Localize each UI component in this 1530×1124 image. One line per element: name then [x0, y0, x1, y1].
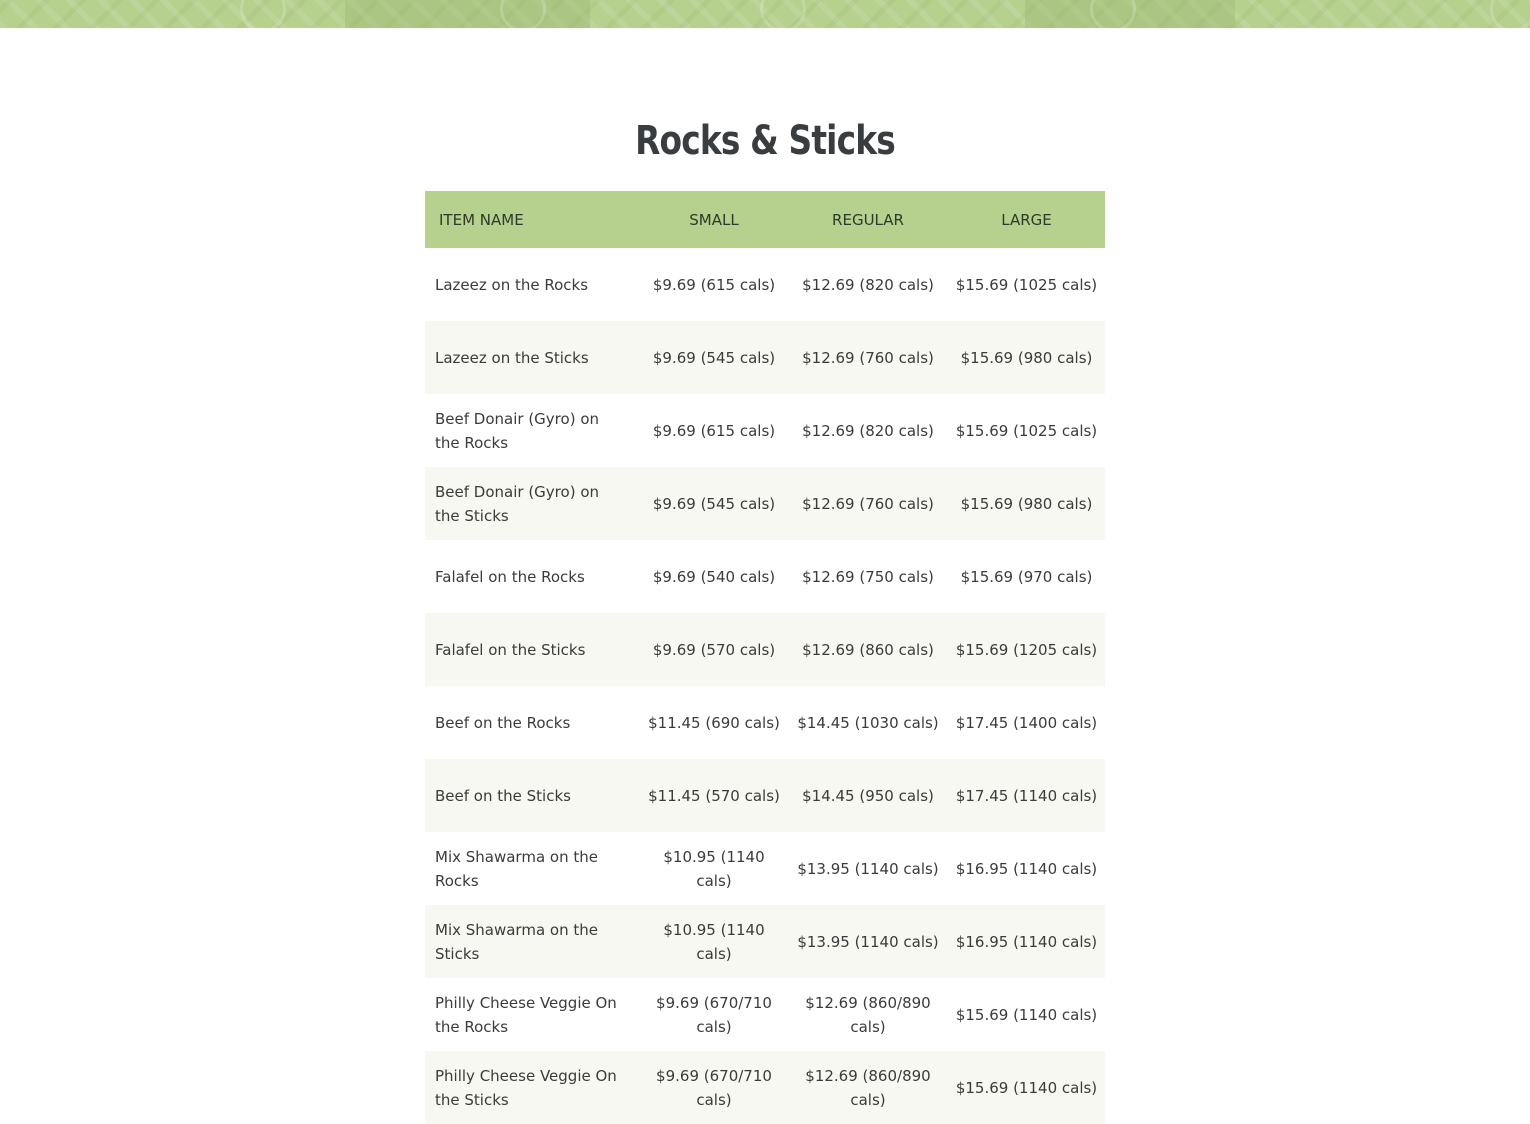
- price-large: $17.45 (1400 cals): [955, 713, 1098, 732]
- price-large: $15.69 (1025 cals): [955, 421, 1098, 440]
- banner-swirl-icon: [1090, 0, 1136, 28]
- item-name: Philly Cheese Veggie On the Sticks: [435, 1066, 617, 1109]
- price-regular: $12.69 (760 cals): [802, 348, 934, 367]
- item-name: Lazeez on the Sticks: [435, 348, 589, 367]
- section-title: Rocks & Sticks: [635, 118, 895, 164]
- banner-pattern-block: [345, 0, 590, 28]
- price-table: [425, 191, 1105, 1124]
- item-name: Beef on the Rocks: [435, 713, 571, 732]
- price-large: $15.69 (1025 cals): [955, 275, 1098, 294]
- price-small: $10.95 (1140 cals): [663, 847, 765, 890]
- table-row: [425, 905, 1105, 978]
- price-regular: $12.69 (820 cals): [802, 275, 934, 294]
- price-large: $15.69 (980 cals): [960, 348, 1093, 367]
- price-regular: $12.69 (860/890 cals): [805, 993, 931, 1036]
- price-large: $15.69 (1205 cals): [955, 640, 1098, 659]
- header-regular: REGULAR: [788, 191, 948, 248]
- table-row: [425, 540, 1105, 613]
- price-regular: $12.69 (760 cals): [802, 494, 934, 513]
- price-large: $16.95 (1140 cals): [955, 859, 1098, 878]
- price-regular: $13.95 (1140 cals): [797, 859, 939, 878]
- item-name: Beef Donair (Gyro) on the Sticks: [435, 482, 599, 525]
- price-small: $9.69 (545 cals): [652, 494, 776, 513]
- table-header-row: [425, 191, 1105, 248]
- item-name: Philly Cheese Veggie On the Rocks: [435, 993, 617, 1036]
- item-name: Lazeez on the Rocks: [435, 275, 589, 294]
- price-large: $15.69 (970 cals): [960, 567, 1093, 586]
- table-row: [425, 394, 1105, 467]
- price-small: $9.69 (615 cals): [652, 275, 776, 294]
- table-row: [425, 832, 1105, 905]
- price-small: $9.69 (670/710 cals): [656, 1066, 772, 1109]
- decorative-banner: [0, 0, 1530, 28]
- price-small: $11.45 (690 cals): [648, 713, 780, 732]
- price-regular: $14.45 (950 cals): [802, 786, 934, 805]
- table-row: [425, 686, 1105, 759]
- price-small: $9.69 (670/710 cals): [656, 993, 772, 1036]
- price-large: $15.69 (1140 cals): [955, 1005, 1098, 1024]
- price-regular: $14.45 (1030 cals): [797, 713, 939, 732]
- price-large: $15.69 (1140 cals): [955, 1078, 1098, 1097]
- item-name: Beef on the Sticks: [435, 786, 571, 805]
- table-row: [425, 248, 1105, 321]
- price-small: $9.69 (540 cals): [652, 567, 776, 586]
- banner-swirl-icon: [1490, 0, 1530, 28]
- price-regular: $12.69 (860/890 cals): [805, 1066, 931, 1109]
- price-regular: $12.69 (860 cals): [802, 640, 934, 659]
- item-name: Falafel on the Rocks: [435, 567, 585, 586]
- price-large: $16.95 (1140 cals): [955, 932, 1098, 951]
- price-regular: $13.95 (1140 cals): [797, 932, 939, 951]
- table-row: [425, 321, 1105, 394]
- header-large: LARGE: [948, 191, 1105, 248]
- table-row: [425, 467, 1105, 540]
- price-small: $11.45 (570 cals): [648, 786, 780, 805]
- banner-swirl-icon: [500, 0, 546, 28]
- table-row: [425, 978, 1105, 1051]
- price-regular: $12.69 (820 cals): [802, 421, 934, 440]
- price-small: $9.69 (615 cals): [652, 421, 776, 440]
- price-large: $15.69 (980 cals): [960, 494, 1093, 513]
- item-name: Beef Donair (Gyro) on the Rocks: [435, 409, 599, 452]
- header-small: SMALL: [640, 191, 788, 248]
- item-name: Falafel on the Sticks: [435, 640, 586, 659]
- banner-swirl-icon: [760, 0, 806, 28]
- table-row: [425, 1051, 1105, 1124]
- price-large: $17.45 (1140 cals): [955, 786, 1098, 805]
- price-small: $9.69 (570 cals): [652, 640, 776, 659]
- item-name: Mix Shawarma on the Sticks: [435, 920, 598, 963]
- header-item-name: ITEM NAME: [425, 191, 640, 248]
- table-row: [425, 613, 1105, 686]
- table-row: [425, 759, 1105, 832]
- price-small: $9.69 (545 cals): [652, 348, 776, 367]
- banner-swirl-icon: [240, 0, 286, 28]
- price-small: $10.95 (1140 cals): [663, 920, 765, 963]
- item-name: Mix Shawarma on the Rocks: [435, 847, 598, 890]
- price-regular: $12.69 (750 cals): [802, 567, 934, 586]
